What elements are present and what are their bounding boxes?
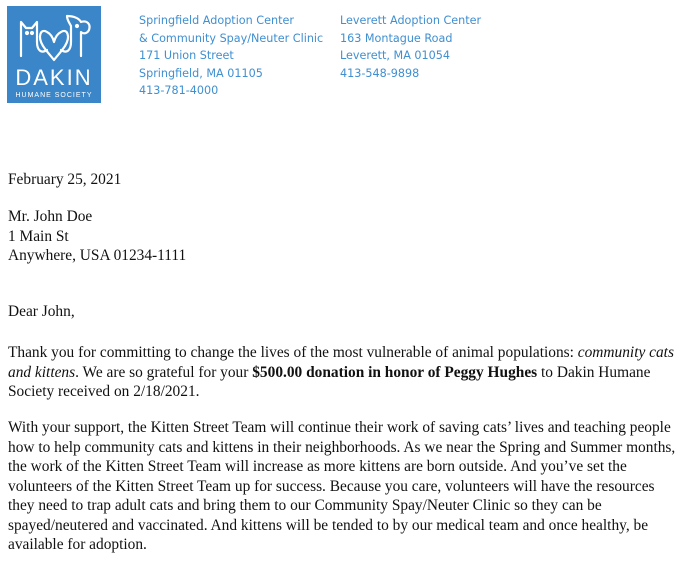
phone-number: 413-781-4000 — [139, 84, 219, 97]
leverett-address — [340, 12, 481, 82]
recipient-city: Anywhere, USA 01234-1111 — [8, 247, 187, 264]
recipient-address — [8, 207, 680, 266]
text-run: . We are so grateful for your — [75, 363, 253, 381]
address-line: Springfield, MA 01105 — [139, 66, 263, 80]
dakin-logo — [7, 6, 101, 103]
text-run: Thank you for committing to change the lives of the most vulnerable of animal populations: — [8, 344, 578, 361]
cat-dog-heart-icon — [7, 6, 101, 66]
phone-number: 413-548-9898 — [340, 66, 420, 80]
salutation: Dear John, — [8, 303, 75, 320]
address-line: Leverett, MA 01054 — [340, 49, 450, 62]
address-line: 171 Union Street — [139, 49, 234, 62]
donation-amount: $500.00 donation in honor of Peggy Hughes — [252, 363, 538, 381]
address-line: 163 Montague Road — [340, 31, 453, 45]
springfield-address — [139, 12, 323, 100]
recipient-name: Mr. John Doe — [8, 208, 93, 225]
logo-subtitle: HUMANE SOCIETY — [15, 92, 93, 99]
logo-name: DAKIN — [15, 65, 93, 90]
address-line: Leverett Adoption Center — [340, 14, 482, 27]
address-line: & Community Spay/Neuter Clinic — [139, 31, 324, 45]
paragraph-thank-you — [8, 343, 680, 402]
text-run: to Dakin Humane Society received on 2/18/2021. — [8, 363, 651, 400]
paragraph-support — [8, 418, 680, 555]
address-line: Springfield Adoption Center — [139, 14, 294, 27]
italic-phrase: community cats and kittens — [8, 344, 674, 381]
letter-date: February 25, 2021 — [8, 171, 122, 188]
paragraph-text: With your support, the Kitten Street Team will continue their work of saving cats’ lives and teaching people how to help community cats and kittens in their neighborhoods. As we near the Spring and Summer months, the work of the Kitten Street Team will increase as more kittens are born outside. And you’ve set the volunteers of the Kitten Street Team up for success. Because you care, volunteers will have the resources they need to trap adult cats and bring them to our Community Spay/Neuter Clinic so they can be spayed/neutered and vaccinated. And kittens will be tended to by our medical team and once healthy, be available for adoption. — [8, 419, 676, 553]
recipient-street: 1 Main St — [8, 227, 69, 245]
